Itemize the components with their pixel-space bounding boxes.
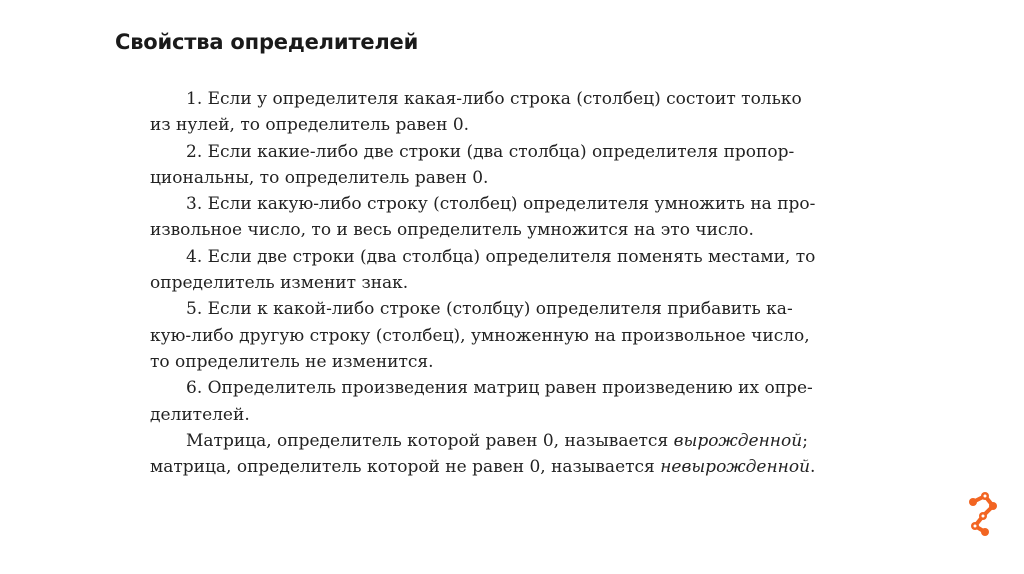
definition-line-2-suffix: . bbox=[810, 457, 816, 478]
definition bbox=[114, 428, 864, 481]
property-5-line-1: 5. Если к какой-либо строке (столбцу) определителя прибавить ка- bbox=[186, 299, 793, 320]
property-1 bbox=[114, 86, 864, 139]
orange-chain-logo-icon bbox=[965, 488, 1001, 538]
property-3-line-1: 3. Если какую-либо строку (столбец) определителя умножить на про- bbox=[186, 194, 816, 215]
property-2 bbox=[114, 139, 864, 192]
property-4-line-1: 4. Если две строки (два столбца) определителя поменять местами, то bbox=[186, 246, 816, 267]
property-5-line-2: кую-либо другую строку (столбец), умноженную на произвольное число, bbox=[150, 325, 810, 346]
property-2-line-1: 2. Если какие-либо две строки (два столбца) определителя пропор- bbox=[186, 141, 795, 162]
property-3 bbox=[114, 191, 864, 244]
property-6-line-2: делителей. bbox=[150, 404, 250, 425]
property-2-line-2: циональны, то определитель равен 0. bbox=[150, 167, 489, 188]
property-4 bbox=[114, 244, 864, 297]
property-4-line-2: определитель изменит знак. bbox=[150, 273, 409, 294]
term-degenerate: вырожденной bbox=[673, 430, 803, 451]
property-5 bbox=[114, 296, 864, 375]
definition-line-2-prefix: матрица, определитель которой не равен 0, называется bbox=[150, 457, 661, 478]
property-6 bbox=[114, 375, 864, 428]
properties-text bbox=[114, 86, 864, 480]
property-6-line-1: 6. Определитель произведения матриц равен произведению их опре- bbox=[186, 378, 813, 399]
definition-line-1-suffix: ; bbox=[802, 430, 808, 451]
definition-line-2 bbox=[114, 454, 864, 480]
property-1-line-2: из нулей, то определитель равен 0. bbox=[150, 115, 470, 136]
page-title: Свойства определителей bbox=[115, 30, 419, 54]
term-nondegenerate: невырожденной bbox=[660, 457, 811, 478]
property-5-line-3: то определитель не изменится. bbox=[150, 351, 434, 372]
definition-line-1 bbox=[114, 428, 864, 454]
property-1-line-1: 1. Если у определителя какая-либо строка (столбец) состоит только bbox=[186, 89, 802, 109]
definition-line-1-prefix: Матрица, определитель которой равен 0, называется bbox=[186, 430, 674, 451]
property-3-line-2: извольное число, то и весь определитель умножится на это число. bbox=[150, 220, 754, 241]
